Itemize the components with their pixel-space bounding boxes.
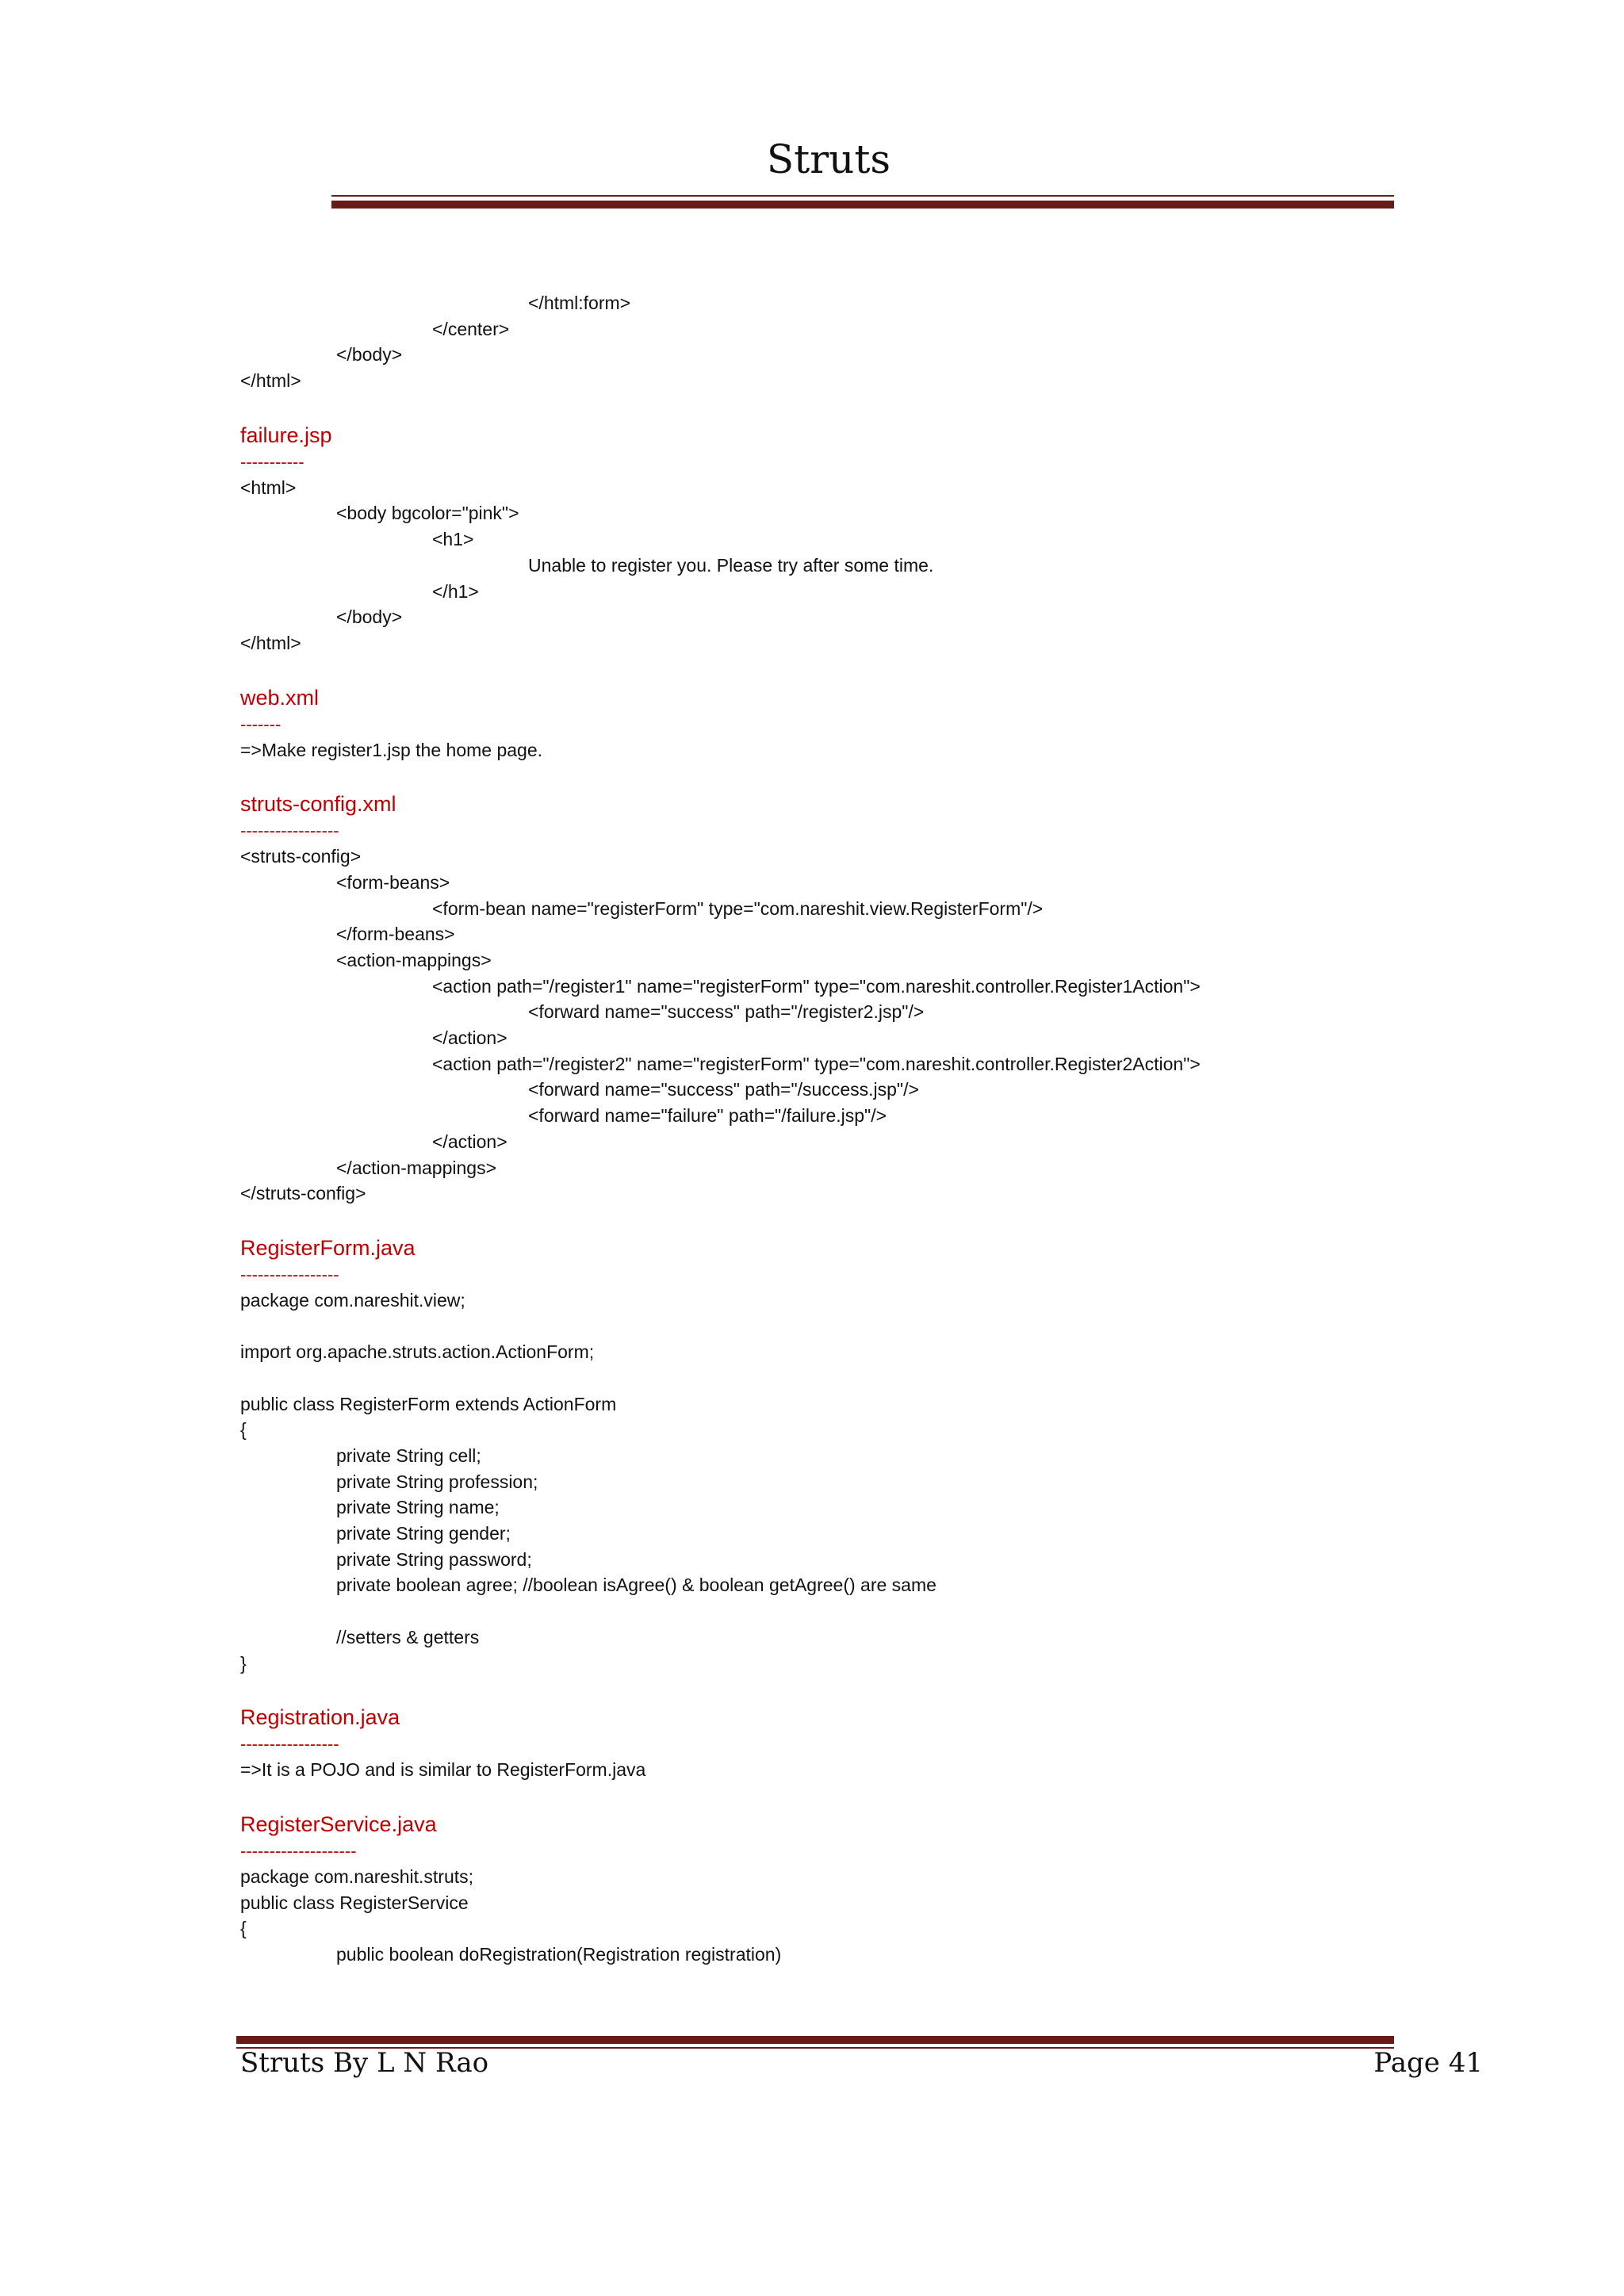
code-line: { — [240, 1419, 247, 1441]
code-line: { — [240, 1918, 247, 1939]
code-line: <forward name="success" path="/success.jsp"/> — [528, 1079, 919, 1100]
section-failure-jsp — [240, 421, 1430, 656]
code-line: <forward name="success" path="/register2.jsp"/> — [528, 1001, 925, 1023]
section-web-xml — [240, 683, 1430, 763]
code-line: private String profession; — [336, 1471, 538, 1492]
code-line: <forward name="failure" path="/failure.jsp"/> — [528, 1105, 887, 1127]
section-struts-config-xml — [240, 790, 1430, 1207]
code-line: private String gender; — [336, 1523, 511, 1544]
code-line: package com.nareshit.view; — [240, 1289, 465, 1311]
code-line: <action path="/register2" name="registerForm" type="com.nareshit.controller.Register2Action"> — [432, 1053, 1201, 1074]
heading-underline: ----------- — [240, 451, 304, 472]
code-line: </action-mappings> — [336, 1157, 497, 1178]
section-heading: failure.jsp — [240, 423, 332, 447]
code-line: </center> — [432, 318, 510, 339]
section-registerservice-java — [240, 1810, 1430, 1968]
code-line: </action> — [432, 1131, 508, 1152]
code-line: private boolean agree; //boolean isAgree() & boolean getAgree() are same — [336, 1575, 936, 1596]
section-registration-java — [240, 1703, 1430, 1783]
footer-rule-thick — [236, 2036, 1394, 2044]
heading-underline: -------------------- — [240, 1840, 357, 1861]
section-registerform-java — [240, 1234, 1430, 1676]
footer-book-title: Struts By L N Rao — [240, 2047, 489, 2079]
code-line: <action path="/register1" name="registerForm" type="com.nareshit.controller.Register1Action"> — [432, 975, 1201, 997]
code-line: </html:form> — [528, 293, 631, 313]
code-line: <struts-config> — [240, 846, 362, 867]
code-line: package com.nareshit.struts; — [240, 1866, 474, 1887]
code-line: public class RegisterService — [240, 1892, 469, 1913]
code-line: //setters & getters — [336, 1626, 480, 1647]
code-line: private String password; — [336, 1548, 532, 1570]
code-line: </html> — [240, 632, 301, 653]
header-rule-thick — [331, 201, 1394, 209]
code-line: </body> — [336, 607, 403, 628]
heading-underline: ----------------- — [240, 821, 339, 841]
code-line: </form-beans> — [336, 924, 455, 945]
code-line: =>Make register1.jsp the home page. — [240, 739, 543, 760]
code-line: <form-bean name="registerForm" type="com.nareshit.view.RegisterForm"/> — [432, 897, 1044, 919]
code-line: <html> — [240, 476, 297, 498]
heading-underline: ----------------- — [240, 1264, 339, 1284]
header-rule-thin — [331, 195, 1394, 197]
page-header-title: Struts — [766, 136, 891, 182]
code-line: } — [240, 1652, 247, 1674]
code-line: </action> — [432, 1027, 508, 1049]
section-heading: struts-config.xml — [240, 792, 396, 817]
code-line: private String name; — [336, 1497, 500, 1518]
code-line: public boolean doRegistration(Registration registration) — [336, 1943, 782, 1965]
code-line: <action-mappings> — [336, 950, 492, 970]
section-heading: RegisterService.java — [240, 1812, 437, 1836]
code-line: =>It is a POJO and is similar to RegisterForm.java — [240, 1759, 646, 1781]
code-line: import org.apache.struts.action.ActionForm; — [240, 1341, 595, 1363]
section-heading: web.xml — [240, 685, 320, 710]
section-heading: Registration.java — [240, 1705, 400, 1730]
code-line: <body bgcolor="pink"> — [336, 503, 519, 524]
footer-page-number: Page 41 — [1373, 2047, 1483, 2079]
page-body — [240, 290, 1430, 1968]
section-heading: RegisterForm.java — [240, 1235, 416, 1260]
code-line: private String cell; — [336, 1445, 481, 1466]
code-line: </body> — [336, 344, 403, 365]
code-line: public class RegisterForm extends ActionForm — [240, 1393, 617, 1414]
heading-underline: ------- — [240, 714, 282, 734]
code-line: <form-beans> — [336, 871, 450, 893]
code-line: Unable to register you. Please try after some time. — [528, 554, 934, 576]
code-line: </html> — [240, 370, 301, 392]
heading-underline: ----------------- — [240, 1734, 339, 1755]
code-line: <h1> — [432, 529, 474, 550]
code-line: </h1> — [432, 580, 479, 602]
code-line: </struts-config> — [240, 1183, 366, 1204]
